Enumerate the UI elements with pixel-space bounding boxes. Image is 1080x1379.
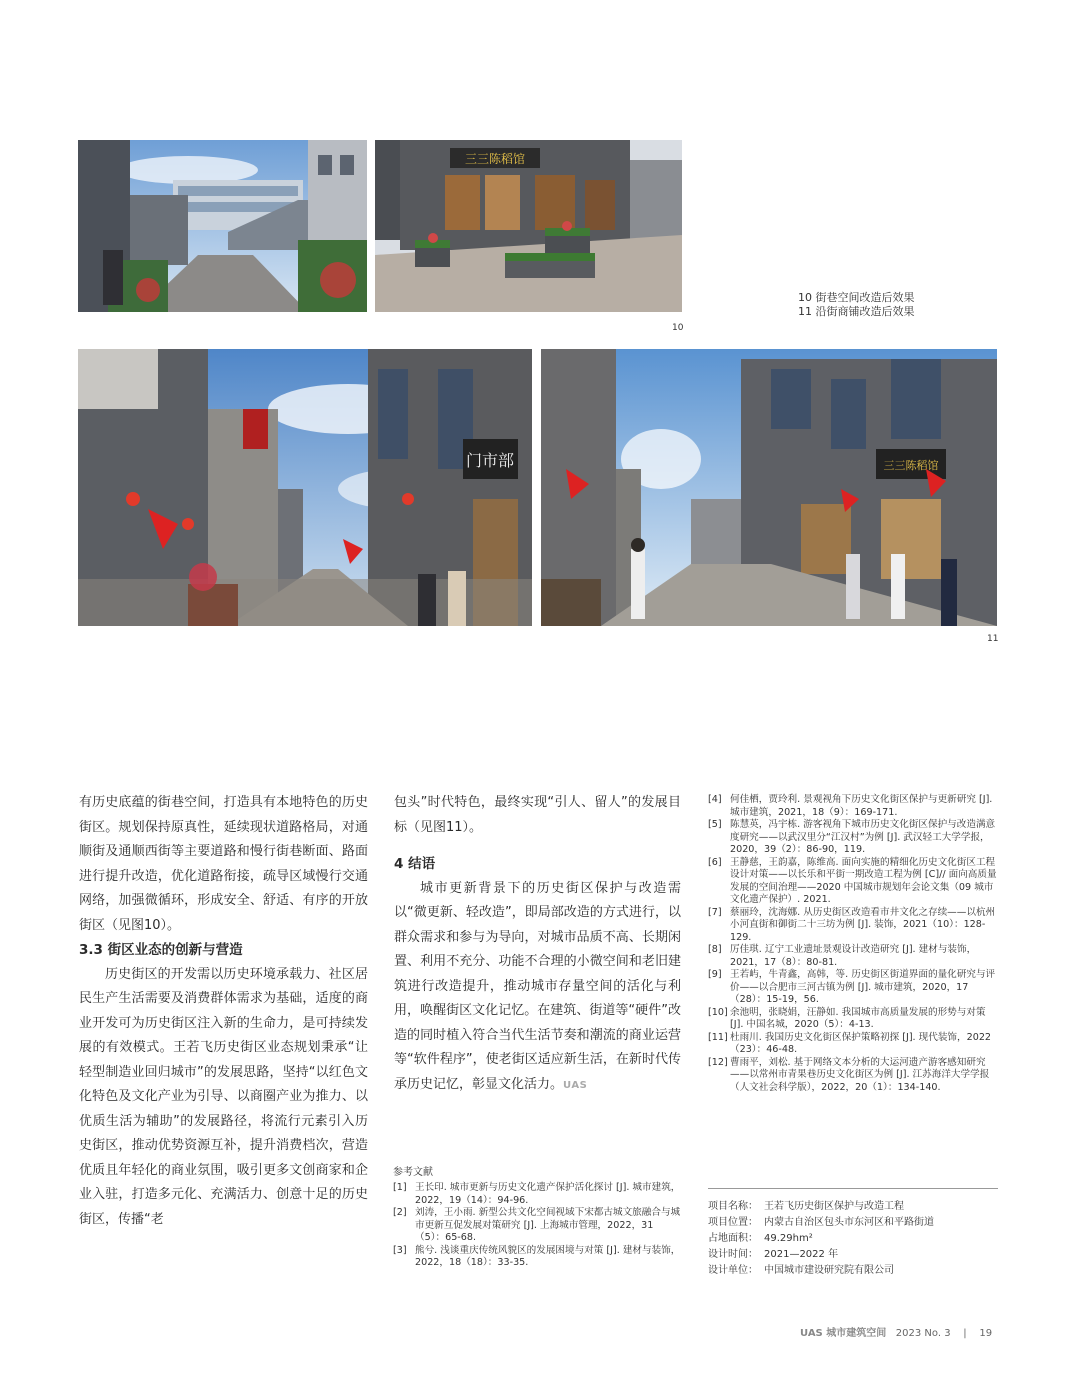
reference-item xyxy=(708,819,998,857)
project-info-key: 设计时间： xyxy=(708,1249,758,1260)
references-list-b xyxy=(708,794,998,1094)
project-info-row xyxy=(708,1199,998,1215)
project-info-row xyxy=(708,1215,998,1231)
figure-10-left-lane-image xyxy=(78,140,367,312)
figure-captions xyxy=(798,291,915,319)
reference-number: [3] xyxy=(393,1244,407,1256)
reference-number: [4] xyxy=(708,794,722,805)
figure-11-left-street-image xyxy=(78,349,532,626)
reference-text: 何佳栖，贾玲利. 景观视角下历史文化街区保护与更新研究 [J]. 城市建筑，2021，18（9）：169-171. xyxy=(730,794,993,818)
project-info-row xyxy=(708,1263,998,1279)
reference-number: [5] xyxy=(708,819,722,830)
reference-item xyxy=(708,969,998,1007)
col2-paragraph-2-text: 城市更新背景下的历史街区保护与改造需以“微更新、轻改造”，即局部改造的方式进行，以群众需求和参与为导向，对城市品质不高、长期闲置、利用不充分、功能不合理的小微空间和老旧建筑进行改造提升，推动城市存量空间的活化与利用，唤醒街区文化记忆。在建筑、街道等“硬件”改造的同时植入符合当代生活节奏和潮流的商业运营等“软件程序”，使老街区适应新生活，在新时代传承历史记忆，彰显文化活力。 xyxy=(394,880,681,1092)
reference-number: [6] xyxy=(708,856,722,868)
reference-item xyxy=(708,857,998,907)
project-info-value: 中国城市建设研究院有限公司 xyxy=(764,1265,894,1276)
reference-number: [11] xyxy=(708,1031,728,1043)
caption-figure-10: 10 街巷空间改造后效果 xyxy=(798,291,915,304)
section-heading-3-3: 3.3 街区业态的创新与营造 xyxy=(79,942,243,958)
shop-sign-1: 三三陈稻馆 xyxy=(464,152,526,166)
col2-paragraph-1: 包头”时代特色，最终实现“引人、留人”的发展目标（见图11）。 xyxy=(394,795,681,835)
col1-paragraph-2: 历史街区的开发需以历史环境承载力、社区居民生产生活需要及消费群体需求为基础，适度的商业开发可为历史街区注入新的生命力，是可持续发展的有效模式。王若飞历史街区业态规划秉承“让轻型制造业回归城市”的发展思路，坚持“以红色文化特色及文化产业为引导、以商圈产业为推力、以优质生活为辅助”的发展路径，将流行元素引入历史街区，推动优势资源互补，提升消费档次，营造优质且年轻化的商业氛围，吸引更多文创商家和企业入驻，打造多元化、充满活力、创意十足的历史街区，传播“老 xyxy=(79,966,368,1227)
footer-issue: 2023 No. 3 xyxy=(895,1328,951,1339)
reference-item xyxy=(708,907,998,945)
reference-text: 王若屿，牛青鑫，高韩，等. 历史街区街道界面的量化研究与评价——以合肥市三河古镇为例 [J]. 城市建筑，2020，17（28）：15-19，56. xyxy=(730,969,996,1005)
reference-text: 陈慧英，冯宇栋. 游客视角下城市历史文化街区保护与改造满意度研究——以武汉里分“江汉村”为例 [J]. 武汉轻工大学学报，2020，39（2）：86-90，119. xyxy=(730,819,996,855)
references-list-a xyxy=(393,1182,683,1270)
project-info-key: 设计单位： xyxy=(708,1265,758,1276)
project-info-value: 内蒙古自治区包头市东河区和平路街道 xyxy=(764,1217,934,1228)
reference-text: 余池明，张晓娟，汪静如. 我国城市高质量发展的形势与对策 [J]. 中国名城，2020（5）：4-13. xyxy=(730,1006,986,1030)
page-number: 19 xyxy=(979,1328,993,1339)
reference-text: 厉佳琪. 辽宁工业遗址景观设计改造研究 [J]. 建材与装饰，2021，17（8）：80-81. xyxy=(730,944,977,968)
footer-separator: | xyxy=(963,1328,967,1339)
reference-text: 熊兮. 浅谈重庆传统风貌区的发展困境与对策 [J]. 建材与装饰，2022，18（18）：33-35. xyxy=(415,1244,681,1268)
reference-text: 刘涛，王小雨. 新型公共文化空间视域下宋都古城文旅融合与城市更新互促发展对策研究 [J]. 上海城市管理，2022，31（5）：65-68. xyxy=(415,1207,681,1243)
reference-item xyxy=(393,1207,683,1245)
reference-number: [7] xyxy=(708,906,722,918)
reference-item xyxy=(708,1007,998,1032)
project-info-value: 2021—2022 年 xyxy=(764,1249,839,1260)
references-title: 参考文献 xyxy=(393,1167,433,1178)
project-info-row xyxy=(708,1231,998,1247)
footer-brand: UAS 城市建筑空间 xyxy=(800,1328,887,1339)
section-heading-4: 4 结语 xyxy=(394,856,436,872)
reference-item xyxy=(708,944,998,969)
reference-item xyxy=(708,794,998,819)
figure-11-label: 11 xyxy=(987,634,999,644)
project-info-row xyxy=(708,1247,998,1263)
col2-paragraph-2 xyxy=(394,877,681,1099)
end-mark-logo: UAS xyxy=(563,1079,588,1091)
reference-number: [1] xyxy=(393,1182,407,1193)
figure-10-right-shopfront-image xyxy=(375,140,682,312)
reference-item xyxy=(393,1245,683,1270)
shop-sign-3: 三三陈稻馆 xyxy=(883,459,939,472)
page-footer xyxy=(800,1324,992,1339)
project-info-key: 项目名称： xyxy=(708,1201,758,1212)
project-info xyxy=(708,1188,998,1279)
project-info-value: 49.29hm² xyxy=(764,1233,813,1244)
reference-number: [9] xyxy=(708,969,722,980)
project-info-key: 项目位置： xyxy=(708,1217,758,1228)
reference-item xyxy=(708,1032,998,1057)
col1-paragraph-1: 有历史底蕴的街巷空间，打造具有本地特色的历史街区。规划保持原真性，延续现状道路格局，对通顺街及通顺西街等主要道路和慢行街巷断面、路面进行提升改造，优化道路衔接，疏导区域慢行交通网络，加强微循环，形成安全、舒适、有序的开放街区（见图10）。 xyxy=(79,795,368,933)
caption-figure-11: 11 沿街商铺改造后效果 xyxy=(798,305,915,318)
reference-item xyxy=(708,1057,998,1095)
project-info-value: 王若飞历史街区保护与改造工程 xyxy=(764,1201,904,1212)
figure-10-label: 10 xyxy=(672,323,684,333)
body-column-2 xyxy=(394,791,681,1098)
reference-number: [10] xyxy=(708,1006,728,1018)
project-info-key: 占地面积： xyxy=(708,1233,758,1244)
figure-11-right-street-image xyxy=(541,349,997,626)
reference-item xyxy=(393,1182,683,1207)
reference-number: [8] xyxy=(708,944,722,955)
reference-number: [2] xyxy=(393,1207,407,1218)
shop-sign-2: 门市部 xyxy=(465,451,515,470)
reference-text: 曹雨平，刘松. 基于网络文本分析的大运河遗产游客感知研究——以常州市青果巷历史文化街区为例 [J]. 江苏海洋大学学报（人文社会科学版），2022，20（1）：134-140. xyxy=(730,1056,990,1093)
reference-text: 蔡丽玲，沈海娜. 从历史街区改造看市井文化之存续——以杭州小河直街和御街二十三坊为例 [J]. 装饰，2021（10）：128-129. xyxy=(730,906,996,943)
body-column-1 xyxy=(79,791,368,1232)
reference-text: 王静慈，王韵嘉，陈维高. 面向实施的精细化历史文化街区工程设计对策——以长乐和平街一期改造工程为例 [C]// 面向高质量发展的空间治理——2020 中国城市规划年会论文集（09 城市文化遗产保护）. 2021. xyxy=(730,856,997,905)
reference-text: 杜雨川. 我国历史文化街区保护策略初探 [J]. 现代装饰，2022（23）：46-48. xyxy=(730,1031,992,1055)
reference-text: 王长印. 城市更新与历史文化遗产保护活化探讨 [J]. 城市建筑，2022，19（14）：94-96. xyxy=(415,1182,681,1206)
reference-number: [12] xyxy=(708,1056,728,1068)
